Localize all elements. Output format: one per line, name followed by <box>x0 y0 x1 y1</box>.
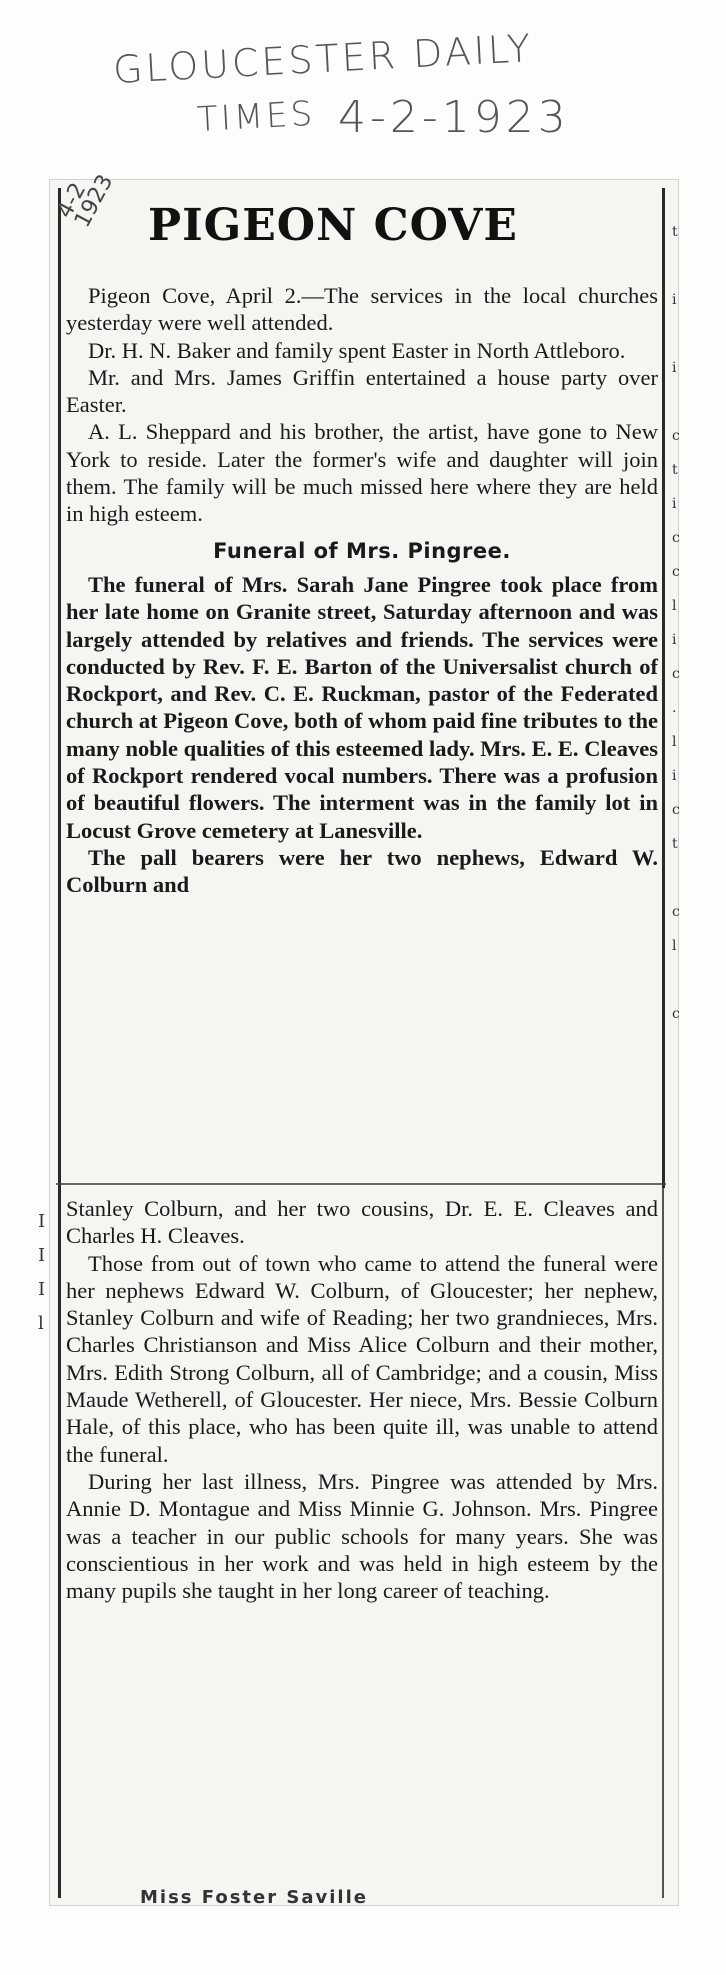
column-rule-right-lower <box>662 1188 664 1898</box>
article-paragraph: Mr. and Mrs. James Griffin entertained a house party over Easter. <box>66 364 658 418</box>
handwritten-date: 4-2-1923 <box>338 92 570 143</box>
handwritten-source-line2: TIMES <box>196 93 317 140</box>
article-paragraph: A. L. Sheppard and his brother, the artist, have gone to New York to reside. Later the former's wife and daughter will join them. The family will be much missed here where they are held in high esteem. <box>66 419 658 527</box>
left-edge-fragments: I I I l <box>38 1211 46 1334</box>
article-paragraph: The funeral of Mrs. Sarah Jane Pingree took place from her late home on Granite street, Saturday afternoon and was largely attended by relatives and friends. The services were conducted by Rev. F. E. Barton of the Universalist church of Rockport, and Rev. C. E. Ruckman, pastor of the Federated church at Pigeon Cove, both of whom paid fine tributes to the many noble qualities of this esteemed lady. Mrs. E. E. Cleaves of Rockport rendered vocal numbers. There was a profusion of beautiful flowers. The interment was in the family lot in Locust Grove cemetery at Lanesville. <box>66 571 658 843</box>
adjacent-column-fragments: t i i c t i c c l i c . l i c t c l c <box>672 224 680 1022</box>
article-paragraph: Those from out of town who came to attend the funeral were her nephews Edward W. Colburn, of Gloucester; her nephew, Stanley Colburn and wife of Reading; her two grandnieces, Mrs. Charles Christianson and Miss Alice Colburn and their mother, Mrs. Edith Strong Colburn, all of Cambridge; and a cousin, Miss Maude Wetherell, of Gloucester. Her niece, Mrs. Bessie Colburn Hale, of this place, who has been quite ill, was unable to attend the funeral. <box>66 1250 658 1467</box>
clipping-join-line <box>56 1183 666 1185</box>
article-paragraph: The pall bearers were her two nephews, Edward W. Colburn and <box>66 844 658 898</box>
cut-off-next-article: Miss Foster Saville <box>140 1887 368 1908</box>
funeral-subheading: Funeral of Mrs. Pingree. <box>213 538 511 563</box>
article-paragraph: Stanley Colburn, and her two cousins, Dr. E. E. Cleaves and Charles H. Cleaves. <box>66 1196 658 1249</box>
article-body-part2 <box>66 1195 658 1604</box>
article-body-part1 <box>66 282 658 899</box>
column-rule-right <box>662 188 665 1188</box>
article-paragraph: During her last illness, Mrs. Pingree was attended by Mrs. Annie D. Montague and Miss Minnie G. Johnson. Mrs. Pingree was a teacher in our public schools for many years. She was conscientious in her work and was held in high esteem by the many pupils she taught in her long career of teaching. <box>66 1468 658 1604</box>
article-paragraph: Pigeon Cove, April 2.—The services in the local churches yesterday were well attended. <box>66 283 658 336</box>
article-headline: PIGEON COVE <box>148 200 518 251</box>
handwritten-source-line1: GLOUCESTER DAILY <box>112 25 535 92</box>
margin-handwritten-date: 4-2 1923 <box>52 170 119 232</box>
column-rule-left <box>58 188 61 1898</box>
article-paragraph: Dr. H. N. Baker and family spent Easter in North Attleboro. <box>88 337 626 363</box>
